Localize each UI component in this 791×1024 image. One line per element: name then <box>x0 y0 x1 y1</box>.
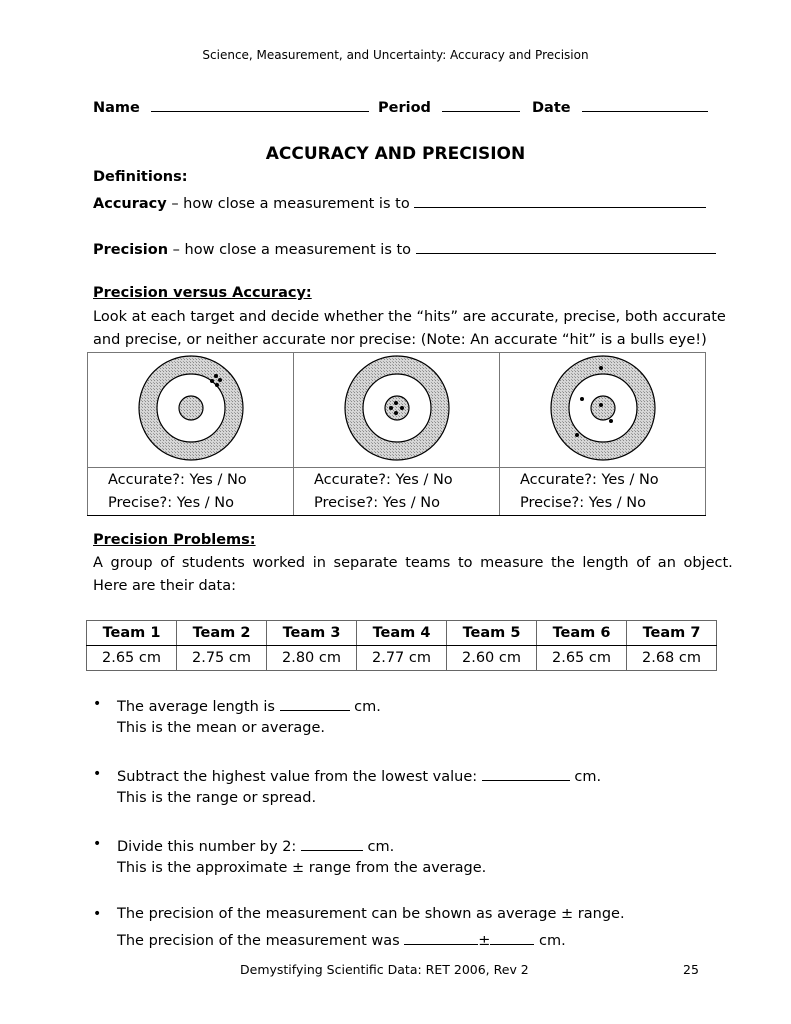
table-cell: 2.77 cm <box>357 646 447 671</box>
target-answer-cell-1 <box>88 468 294 516</box>
period-label: Period <box>378 100 431 116</box>
precision-blank[interactable] <box>416 239 716 254</box>
target-icon-bulls-eye-cluster <box>342 353 452 463</box>
targets-table <box>87 352 706 516</box>
target-icon-clustered-off-center <box>136 353 246 463</box>
plus-minus-icon: ± <box>478 933 491 949</box>
accuracy-blank[interactable] <box>414 193 706 208</box>
step-precision-statement: The precision of the measurement can be shown as average ± range. <box>117 906 625 922</box>
table-header-row <box>87 621 717 646</box>
precision-definition <box>93 239 716 258</box>
table-header-cell: Team 1 <box>87 621 177 646</box>
date-blank[interactable] <box>582 97 708 112</box>
accurate-yes-no[interactable]: Accurate?: Yes / No <box>314 471 453 488</box>
step-text: Subtract the highest value from the lowest value: <box>117 769 482 785</box>
unit-text: cm. <box>569 769 602 785</box>
step-precision-answer <box>117 930 566 949</box>
table-row <box>87 646 717 671</box>
step-range <box>117 766 601 785</box>
unit-text: cm. <box>362 839 395 855</box>
table-header-cell: Team 6 <box>537 621 627 646</box>
table-header-cell: Team 4 <box>357 621 447 646</box>
name-label: Name <box>93 100 140 116</box>
precision-average-blank[interactable] <box>404 930 478 945</box>
table-header-cell: Team 3 <box>267 621 357 646</box>
precision-term: Precision <box>93 242 169 258</box>
step-text: The precision of the measurement was <box>117 933 405 949</box>
target-cell-2 <box>294 353 500 468</box>
target-answer-cell-3 <box>500 468 706 516</box>
instructions-line-2: and precise, or neither accurate nor precise: (Note: An accurate “hit” is a bulls eye!) <box>93 332 707 348</box>
precision-range-blank[interactable] <box>490 930 534 945</box>
target-icon-scattered <box>548 353 658 463</box>
bullet-icon: • <box>93 906 102 922</box>
precise-yes-no[interactable]: Precise?: Yes / No <box>314 494 440 511</box>
precise-yes-no[interactable]: Precise?: Yes / No <box>520 494 646 511</box>
step-text: The average length is <box>117 699 280 715</box>
bullet-icon: • <box>93 696 102 712</box>
date-label: Date <box>532 100 571 116</box>
table-header-cell: Team 2 <box>177 621 267 646</box>
definitions-heading: Definitions: <box>93 169 188 185</box>
precision-problems-heading: Precision Problems: <box>93 532 256 548</box>
accuracy-term: Accuracy <box>93 196 167 212</box>
precise-yes-no[interactable]: Precise?: Yes / No <box>108 494 234 511</box>
target-cell-3 <box>500 353 706 468</box>
unit-text: cm. <box>534 933 566 949</box>
half-range-blank[interactable] <box>301 836 363 851</box>
name-field[interactable] <box>93 97 369 116</box>
target-answer-cell-2 <box>294 468 500 516</box>
instructions-line-1: Look at each target and decide whether the “hits” are accurate, precise, both accurate <box>93 309 726 325</box>
table-cell: 2.65 cm <box>537 646 627 671</box>
running-header: Science, Measurement, and Uncertainty: Accuracy and Precision <box>202 48 589 62</box>
unit-text: cm. <box>349 699 381 715</box>
table-header-cell: Team 7 <box>627 621 717 646</box>
average-blank[interactable] <box>280 696 350 711</box>
name-blank[interactable] <box>151 97 369 112</box>
step-text: Divide this number by 2: <box>117 839 301 855</box>
precision-text: – how close a measurement is to <box>168 242 416 258</box>
table-cell: 2.80 cm <box>267 646 357 671</box>
accuracy-text: – how close a measurement is to <box>166 196 415 212</box>
precision-vs-accuracy-heading: Precision versus Accuracy: <box>93 285 312 301</box>
accurate-yes-no[interactable]: Accurate?: Yes / No <box>520 471 659 488</box>
table-cell: 2.60 cm <box>447 646 537 671</box>
team-data-table <box>86 620 717 671</box>
bullet-icon: • <box>93 836 102 852</box>
accurate-yes-no[interactable]: Accurate?: Yes / No <box>108 471 247 488</box>
period-field[interactable] <box>378 97 520 116</box>
date-field[interactable] <box>532 97 708 116</box>
step-range-note: This is the range or spread. <box>117 790 317 806</box>
bullet-icon: • <box>93 766 102 782</box>
step-half-range-note: This is the approximate ± range from the average. <box>117 860 487 876</box>
table-cell: 2.65 cm <box>87 646 177 671</box>
page-title: ACCURACY AND PRECISION <box>265 144 526 164</box>
problems-intro-line-1: A group of students worked in separate teams to measure the length of an object. <box>93 555 733 571</box>
table-cell: 2.75 cm <box>177 646 267 671</box>
table-cell: 2.68 cm <box>627 646 717 671</box>
footer-text: Demystifying Scientific Data: RET 2006, Rev 2 <box>240 962 529 977</box>
table-header-cell: Team 5 <box>447 621 537 646</box>
step-average <box>117 696 381 715</box>
step-average-note: This is the mean or average. <box>117 720 325 736</box>
range-blank[interactable] <box>482 766 570 781</box>
step-half-range <box>117 836 394 855</box>
accuracy-definition <box>93 193 706 212</box>
target-cell-1 <box>88 353 294 468</box>
page-number: 25 <box>683 962 699 977</box>
problems-intro-line-2: Here are their data: <box>93 578 236 594</box>
period-blank[interactable] <box>442 97 520 112</box>
